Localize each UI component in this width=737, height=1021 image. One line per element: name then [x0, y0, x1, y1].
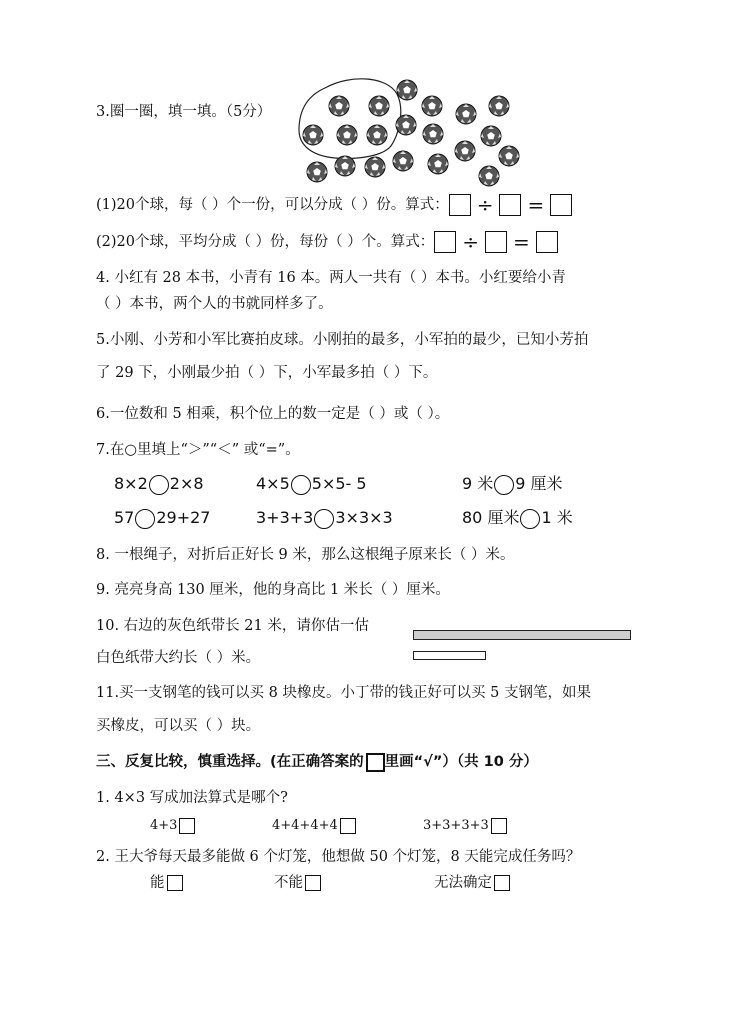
ball	[367, 125, 387, 145]
compare-item: 57 29+27	[114, 508, 211, 527]
choice-checkbox[interactable]	[179, 818, 195, 834]
answer-box[interactable]	[449, 194, 471, 216]
answer-box[interactable]	[434, 231, 456, 253]
q11-line1: 11.买一支钢笔的钱可以买 8 块橡皮。小丁带的钱正好可以买 5 支钢笔，如果	[96, 685, 591, 701]
q4-line2: （ ）本书，两个人的书就同样多了。	[96, 296, 333, 312]
gray-paper-strip	[413, 630, 631, 640]
ball	[499, 146, 519, 166]
ball	[365, 157, 385, 177]
ball	[396, 115, 416, 135]
answer-box[interactable]	[499, 194, 521, 216]
choice-checkbox[interactable]	[340, 818, 356, 834]
choice-checkbox[interactable]	[494, 875, 510, 891]
compare-item: 9 米 9 厘米	[462, 474, 563, 493]
section3-heading: 三、反复比较，慎重选择。(在正确答案的 里画“√”）（共 10 分）	[96, 754, 538, 770]
q9-text: 9. 亮亮身高 130 厘米，他的身高比 1 米长（ ）厘米。	[96, 582, 450, 598]
ball	[369, 96, 389, 116]
q8-text: 8. 一根绳子，对折后正好长 9 米，那么这根绳子原来长（ ）米。	[96, 547, 515, 563]
q4-line1: 4. 小红有 28 本书，小青有 16 本。两人一共有（ ）本书。小红要给小青	[96, 270, 566, 286]
answer-box[interactable]	[550, 194, 572, 216]
q3-line1: (1)20个球，每（ ）个一份，可以分成（ ）份。算式： ÷ =	[96, 194, 572, 216]
equals-sign: =	[527, 193, 545, 217]
equals-sign: =	[512, 230, 530, 254]
compare-item: 8×2 2×8	[114, 474, 204, 493]
q11-line2: 买橡皮，可以买（ ）块。	[96, 718, 261, 734]
c1-option: 3+3+3+3	[423, 816, 507, 836]
c1-option: 4+3	[150, 816, 195, 836]
c2-option: 能	[150, 873, 183, 893]
ball	[428, 154, 448, 174]
compare-item: 3+3+3 3×3×3	[256, 508, 393, 527]
compare-circle[interactable]	[494, 475, 514, 495]
compare-circle[interactable]	[520, 509, 540, 529]
ball	[397, 80, 417, 100]
c2-question: 2. 王大爷每天最多能做 6 个灯笼，他想做 50 个灯笼，8 天能完成任务吗？	[96, 849, 581, 865]
q5-line2: 了 29 下，小刚最少拍（ ）下，小军最多拍（ ）下。	[96, 365, 438, 381]
choice-checkbox[interactable]	[167, 875, 183, 891]
ball	[481, 126, 501, 146]
compare-item: 4×5 5×5- 5	[256, 474, 367, 493]
ball	[303, 125, 323, 145]
q10-line1: 10. 右边的灰色纸带长 21 米，请你估一估	[96, 618, 369, 634]
c2-option: 不能	[274, 873, 321, 893]
ball	[393, 151, 413, 171]
ball	[456, 104, 476, 124]
ball	[337, 125, 357, 145]
answer-box[interactable]	[485, 231, 507, 253]
divide-sign: ÷	[476, 193, 494, 217]
ball	[479, 166, 499, 186]
choice-checkbox[interactable]	[305, 875, 321, 891]
ball	[335, 156, 355, 176]
q10-line2: 白色纸带大约长（ ）米。	[96, 650, 261, 666]
c2-option: 无法确定	[434, 873, 510, 893]
q3-line2: (2)20个球，平均分成（ ）份，每份（ ）个。算式： ÷ =	[96, 231, 558, 253]
choice-checkbox[interactable]	[491, 818, 507, 834]
c1-option: 4+4+4+4	[272, 816, 356, 836]
compare-circle[interactable]	[135, 509, 155, 529]
ball	[423, 124, 443, 144]
ball	[422, 96, 442, 116]
divide-sign: ÷	[462, 230, 479, 254]
ball	[455, 141, 475, 161]
q3-title: 3.圈一圈，填一填。（5分）	[96, 104, 272, 120]
ball	[489, 96, 509, 116]
q6-text: 6.一位数和 5 相乘，积个位上的数一定是（ ）或（ ）。	[96, 406, 450, 422]
compare-circle[interactable]	[314, 509, 334, 529]
compare-item: 80 厘米 1 米	[462, 508, 573, 527]
q7-title: 7.在○里填上“＞”“＜” 或“=”。	[96, 442, 300, 458]
ball	[329, 96, 349, 116]
white-paper-strip	[413, 651, 486, 660]
checkbox-icon	[366, 753, 385, 772]
compare-circle[interactable]	[149, 475, 169, 495]
soccer-balls-illustration	[295, 72, 525, 192]
answer-box[interactable]	[536, 231, 558, 253]
ball	[307, 162, 327, 182]
compare-circle[interactable]	[291, 475, 311, 495]
q5-line1: 5.小刚、小芳和小军比赛拍皮球。小刚拍的最多，小军拍的最少，已知小芳拍	[96, 332, 589, 348]
c1-question: 1. 4×3 写成加法算式是哪个?	[96, 790, 288, 806]
